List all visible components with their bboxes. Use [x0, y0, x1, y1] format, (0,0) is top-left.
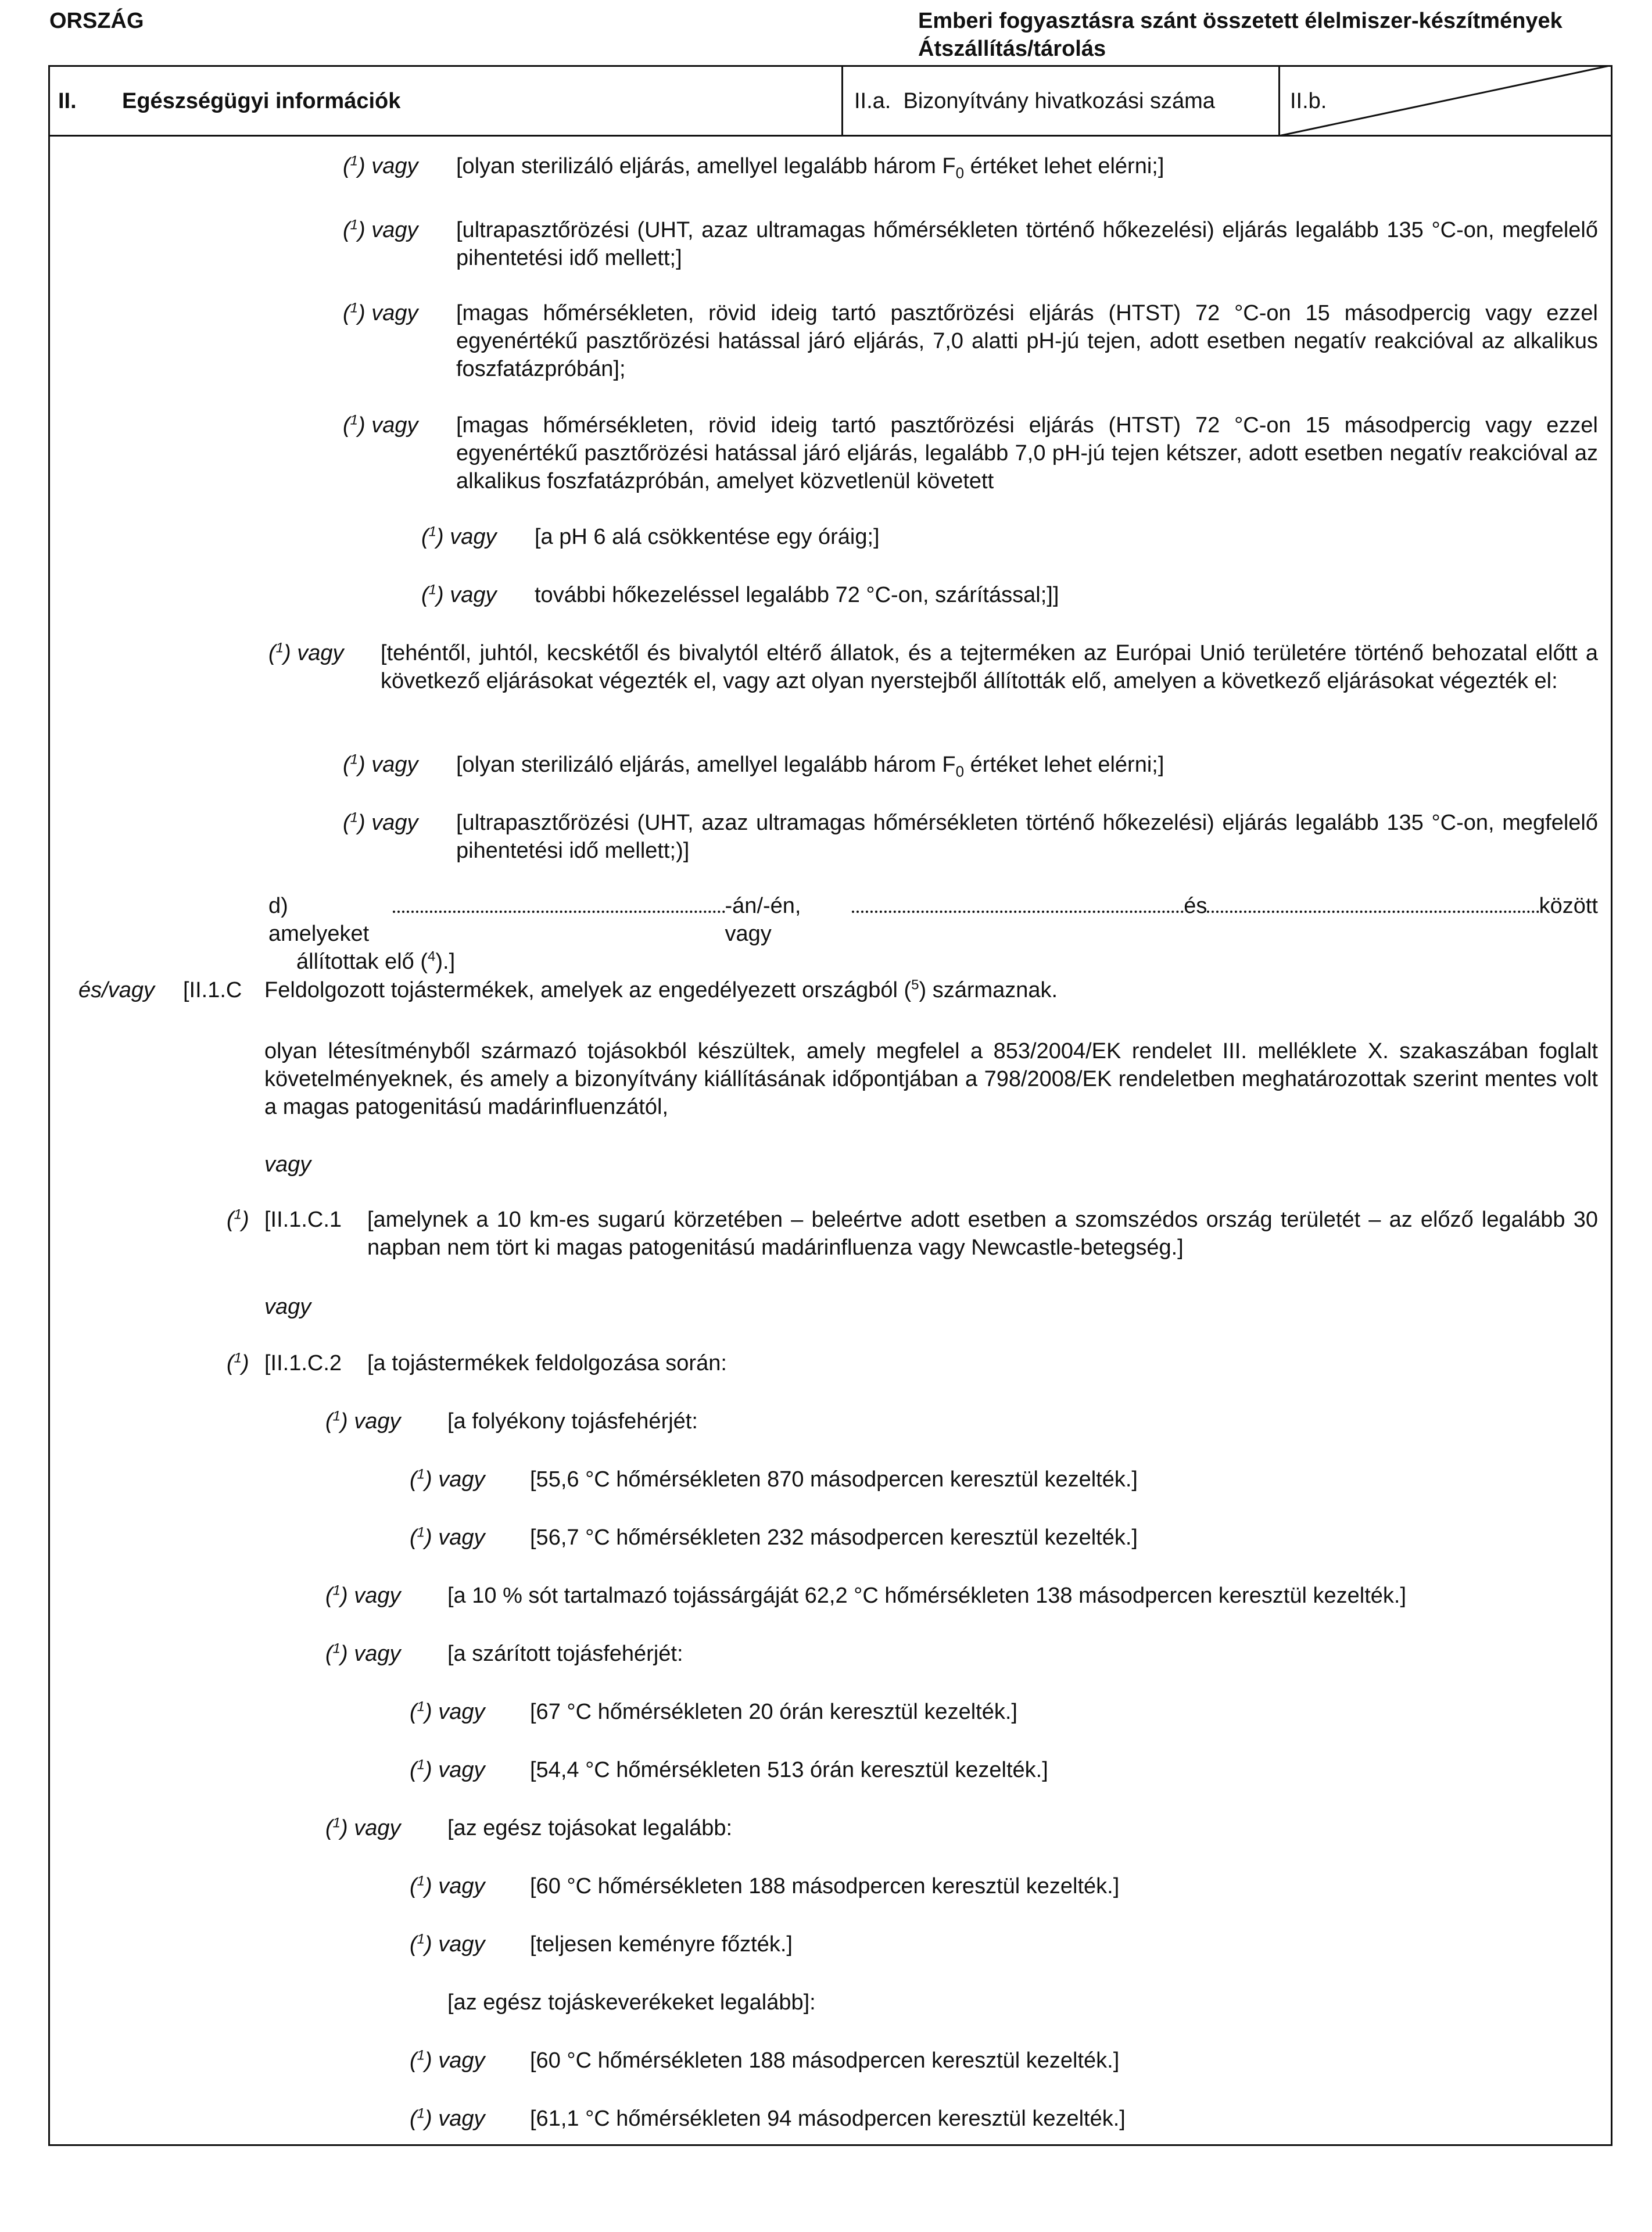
option-marker: ($^1$) vagy — [410, 2047, 485, 2073]
clause-body: olyan létesítményből származó tojásokból készültek, amely megfelel a 853/2004/EK rendelet III. melléklete X. szakaszában foglalt követelményeknek, és amely a bizonyítvány kiállításának időpontjában a 798/2008/EK rendeletben meghatározottak szerint mentes volt a magas patogenitású madárinfluenzától, — [264, 1039, 1598, 1119]
option-marker: ($^1$) vagy — [410, 1466, 485, 1492]
and-or-marker: és/vagy — [78, 978, 155, 1002]
option-text: [60 °C hőmérsékleten 188 másodpercen keresztül kezelték.] — [530, 1874, 1120, 1898]
section-title: Egészségügyi információk — [122, 89, 401, 113]
option-marker: ($^1$) vagy — [410, 1931, 485, 1957]
option-text: [67 °C hőmérsékleten 20 órán keresztül kezelték.] — [530, 1700, 1017, 1724]
certificate-title: Emberi fogyasztásra szánt összetett élelmiszer-készítmények — [918, 9, 1563, 33]
date-field-2[interactable] — [852, 893, 1184, 913]
option-marker: ($^1$) vagy — [410, 1699, 485, 1724]
clause-title: Feldolgozott tojástermékek, amelyek az engedélyezett országból ($^5$) származnak. — [264, 977, 1058, 1002]
option-text: [a folyékony tojásfehérjét: — [447, 1409, 698, 1434]
option-text: [teljesen keményre főzték.] — [530, 1932, 793, 1957]
option-marker: ($^1$) — [227, 1206, 249, 1232]
option-text: [tehéntől, juhtól, kecskétől és bivalytól eltérő állatok, és a tejterméken az Európai Unió területére történő behozatal előtt a következő eljárásokat végezték el, vagy azt olyan nyerstejből állították elő, amelyen a következő eljárásokat végezték el: — [381, 641, 1598, 693]
date-clause-line2: állítottak elő ($^4$).] — [296, 948, 456, 974]
option-marker: ($^1$) vagy — [421, 524, 497, 549]
option-marker: ($^1$) vagy — [343, 809, 418, 835]
option-text: [61,1 °C hőmérsékleten 94 másodpercen keresztül kezelték.] — [530, 2106, 1126, 2131]
certificate-reference-label: II.a. Bizonyítvány hivatkozási száma — [854, 89, 1215, 113]
option-text: [54,4 °C hőmérsékleten 513 órán keresztül kezelték.] — [530, 1758, 1048, 1782]
option-marker: ($^1$) vagy — [343, 153, 418, 178]
reference-b-label: II.b. — [1290, 89, 1327, 113]
option-text: további hőkezeléssel legalább 72 °C-on, szárítással;]] — [535, 583, 1059, 607]
section-number: II. — [58, 89, 77, 113]
option-text: [olyan sterilizáló eljárás, amellyel legalább három $F_0$ értéket lehet elérni;] — [456, 753, 1164, 780]
date-clause-mid1: -án/-én, vagy — [725, 894, 801, 946]
option-marker: ($^1$) vagy — [410, 1524, 485, 1550]
table-right-border — [1611, 65, 1612, 2146]
clause-text: [amelynek a 10 km-es sugarú körzetében – beleértve adott esetben a szomszédos ország területét – az előző legalább 30 napban nem tört ki magas patogenitású madárinfluenza vagy Newcastle-betegség.] — [367, 1208, 1598, 1260]
option-marker: ($^1$) vagy — [421, 582, 497, 607]
option-marker: ($^1$) vagy — [343, 217, 418, 242]
option-text: [56,7 °C hőmérsékleten 232 másodpercen keresztül kezelték.] — [530, 1525, 1138, 1550]
date-clause-label: d) amelyeket — [268, 894, 370, 946]
or-separator: vagy — [264, 1152, 311, 1177]
table-bottom-border — [48, 2144, 1612, 2146]
or-separator: vagy — [264, 1295, 311, 1319]
table-left-border — [48, 65, 50, 2146]
option-marker: ($^1$) vagy — [343, 751, 418, 777]
option-marker: ($^1$) vagy — [325, 1582, 401, 1608]
clause-code: [II.1.C — [183, 978, 242, 1002]
option-text: [a pH 6 alá csökkentése egy óráig;] — [535, 525, 880, 549]
option-marker: ($^1$) vagy — [410, 1757, 485, 1782]
header-divider-1 — [841, 65, 843, 136]
clause-code: [II.1.C.2 — [264, 1351, 342, 1375]
option-text: [az egész tojáskeverékeket legalább]: — [447, 1990, 816, 2015]
option-text: [magas hőmérsékleten, rövid ideig tartó pasztőrözési eljárás (HTST) 72 °C-on 15 másodpercig vagy ezzel egyenértékű pasztőrözési hatással járó eljárás, 7,0 alatti pH-jú tejen, adott esetben negatív reakcióval az alkalikus foszfatázpróbán]; — [456, 301, 1598, 381]
option-marker: ($^1$) vagy — [343, 412, 418, 438]
option-marker: ($^1$) vagy — [325, 1815, 401, 1840]
country-label: ORSZÁG — [49, 9, 144, 33]
date-field-1[interactable] — [393, 893, 725, 913]
option-text: [ultrapasztőrözési (UHT, azaz ultramagas hőmérsékleten történő hőkezelési) eljárás legalább 135 °C-on, megfelelő pihentetési idő mellett;] — [456, 218, 1598, 270]
option-text: [magas hőmérsékleten, rövid ideig tartó pasztőrözési eljárás (HTST) 72 °C-on 15 másodpercig vagy ezzel egyenértékű pasztőrözési hatással járó eljárás, legalább 7,0 pH-jú tejen kétszer, adott esetben negatív reakcióval az alkalikus foszfatázpróbán, amelyet közvetlenül követett — [456, 413, 1598, 493]
crossed-cell-diagonal — [1278, 65, 1612, 136]
option-marker: ($^1$) vagy — [343, 300, 418, 325]
option-marker: ($^1$) vagy — [325, 1640, 401, 1666]
certificate-subtitle: Átszállítás/tárolás — [918, 37, 1106, 61]
clause-code: [II.1.C.1 — [264, 1208, 342, 1232]
option-text: [a szárított tojásfehérjét: — [447, 1642, 683, 1666]
option-marker: ($^1$) — [227, 1350, 249, 1375]
option-text: [az egész tojásokat legalább: — [447, 1816, 733, 1840]
option-marker: ($^1$) vagy — [410, 2105, 485, 2131]
option-text: [a 10 % sót tartalmazó tojássárgáját 62,2 °C hőmérsékleten 138 másodpercen keresztül kezelték.] — [447, 1583, 1407, 1608]
option-text: [60 °C hőmérsékleten 188 másodpercen keresztül kezelték.] — [530, 2048, 1120, 2073]
date-field-3[interactable] — [1207, 893, 1539, 913]
option-text: [ultrapasztőrözési (UHT, azaz ultramagas hőmérsékleten történő hőkezelési) eljárás legalább 135 °C-on, megfelelő pihentetési idő mellett;)] — [456, 811, 1598, 863]
option-marker: ($^1$) vagy — [325, 1408, 401, 1434]
option-text: [55,6 °C hőmérsékleten 870 másodpercen keresztül kezelték.] — [530, 1467, 1138, 1492]
date-clause-mid2: és — [1184, 894, 1207, 918]
option-marker: ($^1$) vagy — [410, 1873, 485, 1898]
clause-text: [a tojástermékek feldolgozása során: — [367, 1351, 727, 1375]
option-marker: ($^1$) vagy — [268, 640, 344, 665]
option-text: [olyan sterilizáló eljárás, amellyel legalább három $F_0$ értéket lehet elérni;] — [456, 154, 1164, 182]
date-clause-end: között — [1539, 894, 1598, 918]
production-date-line — [268, 892, 1598, 976]
